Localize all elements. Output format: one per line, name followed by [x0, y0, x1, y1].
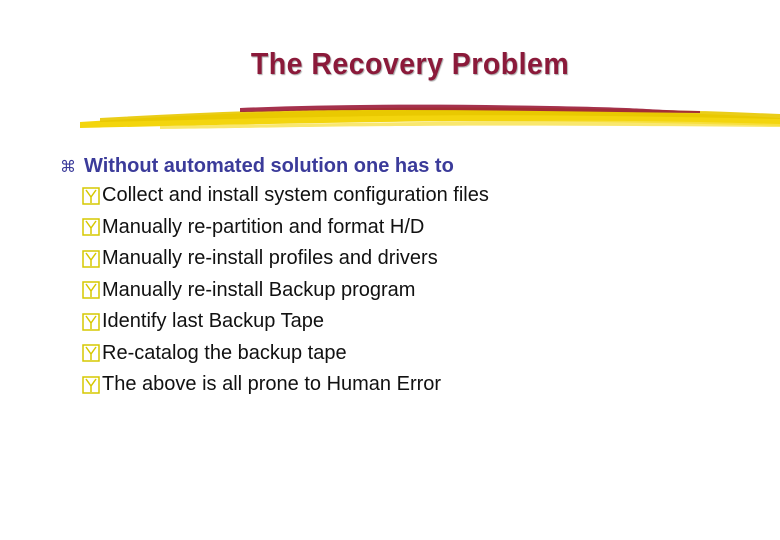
- checkbox-bullet-icon: [82, 250, 100, 268]
- checkbox-bullet-icon: [82, 187, 100, 205]
- list-item: [82, 180, 770, 212]
- checkbox-bullet-icon: [82, 313, 100, 331]
- list-item-text: Collect and install system configuration files: [102, 184, 489, 207]
- list-item: [82, 306, 770, 338]
- checkbox-bullet-icon: [82, 376, 100, 394]
- list-item: [82, 212, 770, 244]
- list-item: [82, 275, 770, 307]
- list-item-text: Manually re-partition and format H/D: [102, 215, 425, 238]
- bullet-level1-text: Without automated solution one has to: [84, 154, 454, 177]
- bullet-list: [60, 152, 770, 401]
- list-item: [82, 369, 770, 401]
- bullet-level1: [60, 152, 770, 180]
- list-item-text: Identify last Backup Tape: [102, 310, 324, 333]
- list-item: [82, 243, 770, 275]
- list-item-text: The above is all prone to Human Error: [102, 373, 442, 396]
- list-item-text: Re-catalog the backup tape: [102, 341, 347, 364]
- checkbox-bullet-icon: [82, 281, 100, 299]
- list-item-text: Manually re-install profiles and drivers: [102, 247, 438, 270]
- slide-title: The Recovery Problem: [250, 46, 570, 81]
- checkbox-bullet-icon: [82, 344, 100, 362]
- list-item: [82, 338, 770, 370]
- command-bullet-icon: ⌘: [60, 156, 76, 176]
- checkbox-bullet-icon: [82, 218, 100, 236]
- list-item-text: Manually re-install Backup program: [102, 278, 416, 301]
- title-underline-brush-stroke: [80, 98, 780, 134]
